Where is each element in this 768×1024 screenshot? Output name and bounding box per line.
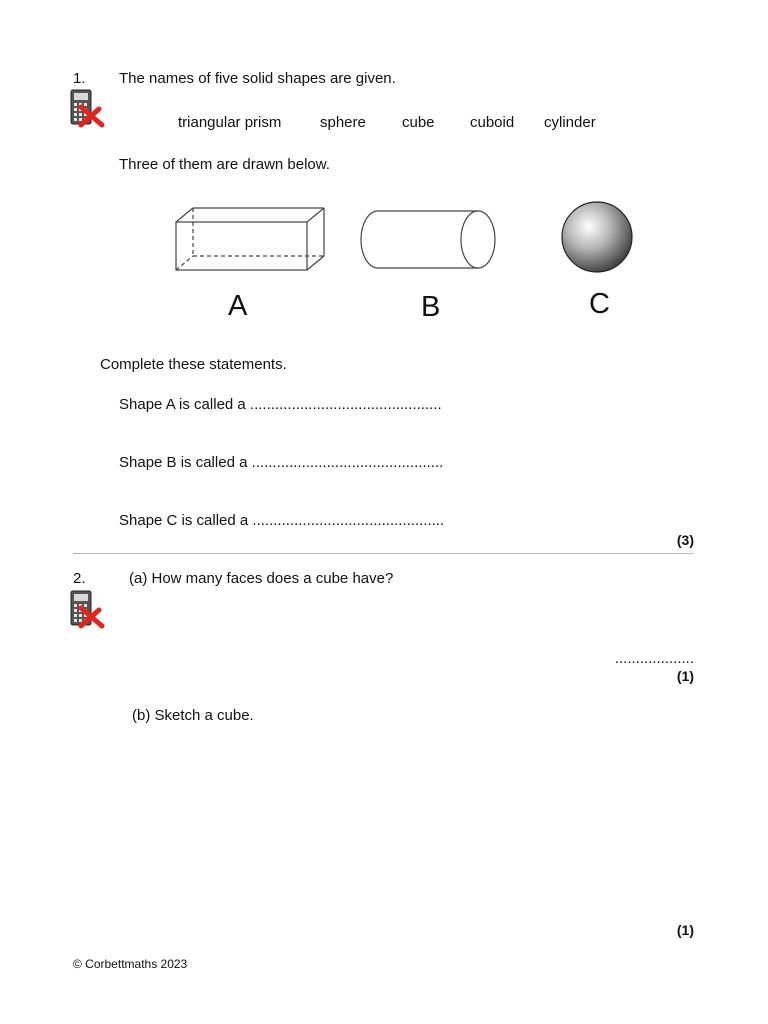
- question-2-number: 2.: [73, 570, 86, 587]
- question-2a-marks: (1): [676, 668, 694, 684]
- question-2b-text: (b) Sketch a cube.: [132, 707, 254, 724]
- shape-label-b: B: [421, 291, 441, 323]
- question-2b-marks: (1): [676, 922, 694, 938]
- shape-name-cube: cube: [402, 114, 435, 131]
- shape-label-c: C: [589, 288, 610, 320]
- statement-shape-c[interactable]: Shape C is called a ..............................................: [119, 512, 445, 529]
- statement-shape-b[interactable]: Shape B is called a ..............................................: [119, 454, 444, 471]
- shape-name-triangular-prism: triangular prism: [178, 114, 282, 131]
- question-divider: [73, 553, 694, 554]
- question-1-marks: (3): [676, 532, 694, 548]
- statement-shape-a[interactable]: Shape A is called a ..............................................: [119, 396, 442, 413]
- no-calculator-icon: [69, 590, 105, 630]
- complete-statements-instruction: Complete these statements.: [100, 356, 287, 373]
- cuboid-drawing: [176, 208, 324, 270]
- copyright-footer: © Corbettmaths 2023: [73, 957, 188, 971]
- drawn-shapes-text: Three of them are drawn below.: [119, 156, 330, 173]
- question-2a-answer-line[interactable]: ...................: [614, 650, 694, 667]
- sphere-drawing: [562, 202, 632, 272]
- shape-name-cylinder: cylinder: [544, 114, 596, 131]
- no-calculator-icon: [69, 89, 105, 129]
- shape-name-cuboid: cuboid: [470, 114, 515, 131]
- question-1-number: 1.: [73, 70, 86, 87]
- sketch-area[interactable]: [132, 735, 692, 905]
- shape-label-a: A: [228, 290, 248, 322]
- question-2a-text: (a) How many faces does a cube have?: [129, 570, 394, 587]
- cylinder-drawing: [361, 211, 495, 268]
- shape-name-sphere: sphere: [320, 114, 366, 131]
- question-1-intro: The names of five solid shapes are given.: [119, 70, 396, 87]
